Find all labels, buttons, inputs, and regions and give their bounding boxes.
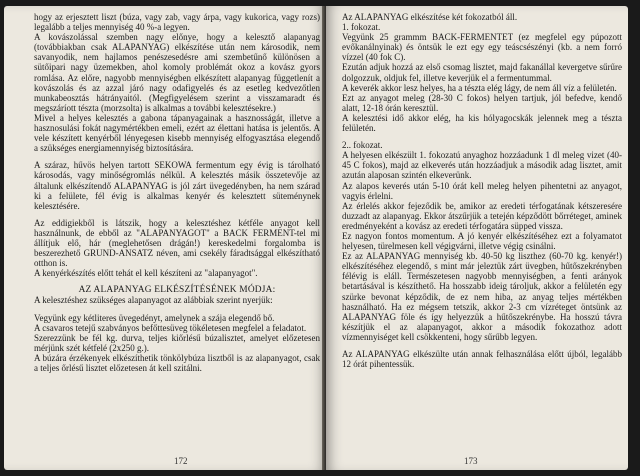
left-page-text: [34, 12, 320, 373]
paragraph: A helyesen elkészült 1. fokozatú anyaghoz hozzáadunk 1 dl meleg vizet (40-45 C fokos), majd az elkeverés után hozzáadjuk a második adag lisztet, amit azután alaposan szintén elkeverünk.: [342, 150, 622, 181]
right-page: [326, 6, 628, 470]
paragraph: Az ALAPANYAG elkészülte után annak felhasználása előtt újból, legalább 12 órát pihentessük.: [342, 349, 622, 370]
section-heading: AZ ALAPANYAG ELKÉSZÍTÉSÉNEK MÓDJA:: [78, 285, 276, 296]
paragraph: A kelesztési idő akkor elég, ha kis hólyagocskák jelennek meg a tészta felületén.: [342, 112, 622, 134]
paragraph: Szerezzünk be fél kg. durva, teljes kiőrlésű búzalisztet, amelyet előzetesen mérjünk szét kétfelé (2x250 g.).: [34, 332, 320, 353]
paragraph: 2.. fokozat.: [342, 140, 383, 151]
paragraph: A száraz, hűvös helyen tartott SEKOWA fermentum egy évig is tárolható károsodás, vagy minőségromlás nélkül. A kelesztés másik összetevője az általunk elkészítendő ALAPANYAG is jól zárt üvegedényben, ha nem szárad ki a felülete, fél évig is alkalmas kenyér és kelesztett süteménynek kelesztésére.: [34, 160, 320, 211]
paragraph: Mivel a helyes kelesztés a gabona tápanyagainak a hasznosságát, illetve a hasznosulási fokát nagymértékben emeli, ezért az élettani hatása is jelentős. A vele készített kenyérből lényegesen kisebb mennyiség elfogyasztása elegendő a szükséges energiamennyiség biztosítására.: [34, 112, 320, 154]
right-page-text: [342, 12, 622, 369]
paragraph: Vegyünk egy kétliteres üvegedényt, amelynek a szája elegendő bő.: [34, 312, 275, 323]
paragraph: A kenyérkészítés előtt tehát el kell készíteni az "alapanyagot".: [34, 268, 258, 279]
paragraph: Az érlelés akkor fejeződik be, amikor az eredeti térfogatának kétszeresére duzzadt az alapanyag. Ekkor átszűrjük a tetején képződött bőrréteget, aminek eredményeként a kovász az eredeti térfogatára süpped vissza.: [342, 200, 622, 231]
paragraph: hogy az erjesztett liszt (búza, vagy zab, vagy árpa, vagy kukorica, vagy rozs) legalább a teljes mennyiség 40 %-a legyen.: [34, 12, 320, 33]
paragraph: A keverék akkor lesz helyes, ha a tészta elég lágy, de nem áll víz a felületén.: [342, 82, 617, 93]
paragraph: A kelesztéshez szükséges alapanyagot az alábbiak szerint nyerjük:: [34, 295, 273, 306]
page-number: 173: [464, 456, 478, 466]
paragraph: Az ALAPANYAG elkészítése két fokozatból áll.: [342, 12, 518, 22]
paragraph: 1. fokozat.: [342, 22, 381, 33]
paragraph: A csavaros tetejű szabványos befőttesüveg tökéletesen megfelel a feladatot.: [34, 322, 307, 333]
paragraph: Az eddigiekből is látszik, hogy a kelesztéshez kétféle anyagot kell használnunk, de ebből az "ALAPANYAGOT" a BACK FERMENT-tel mi állítjuk elő, hár (meglehetősen drágán!) kereskedelmi forgalomba is beszerezhető GRUND-ANSATZ néven, ami csekély fáradtsággal elkészítható otthon is.: [34, 217, 320, 269]
paragraph: Ezután adjuk hozzá az első csomag lisztet, majd fakanállal kevergetve sűrűre dolgozzuk, oldjuk fel, illetve keverjük el a fermentummal.: [342, 62, 622, 83]
paragraph: A búzára érzékenyek elkészíthetik tönkölybúza lisztből is az alapanyagot, csak a teljes őrlésű lisztet előzetesen át kell szitálni.: [34, 352, 320, 373]
paragraph: Ezt az anyagot meleg (28-30 C fokos) helyen tartjuk, jól befedve, kendő alatt, 12-18 órán keresztül.: [342, 92, 622, 113]
paragraph: Ez az ALAPANYAG mennyiség kb. 40-50 kg liszthez (60-70 kg. kenyér!) elkészítéséhez elegendő, s mint már jeleztük zárt üvegben, hűtőszekrényben félévig is eláll. Természetesen nagyobb mennyiségben, a fenti arányok betartásával is készíthető. Ha hosszabb ideig tároljuk, akkor a felületén egy szürke bevonat képződik, de ez nem hiba, az anyag teljes mértékben használható. Ha ez mégsem tetszik, akkor 2-3 cm vízréteget öntsünk az ALAPANYAG föle és így helyezzük a hűtőszekrénybe. Ha hosszú távra készítjük el az alapanyagot, akkor a második fokozathoz adott vízmennyiséget kell csökkenteni, hogy sűrűbb legyen.: [342, 251, 622, 342]
paragraph: Az alapos keverés után 5-10 órát kell meleg helyen pihentetni az anyagot, vagyis érlelni.: [342, 180, 622, 201]
page-number: 172: [174, 456, 188, 466]
paragraph: Ez nagyon fontos momentum. A jó kenyér elkészítéséhez ezt a folyamatot helyesen, türelmesen kell végigvárni, illetve végig csinálni.: [342, 230, 622, 252]
left-page: [4, 6, 326, 470]
paragraph: Vegyünk 25 grammm BACK-FERMENTET (ez megfelel egy púpozott evőkanálnyinak) és öntsük le ezt egy egy teáscsészényi (kb. a nem forró vízzel (40 fok C).: [342, 32, 622, 63]
paragraph: A kovászolással szemben nagy előnye, hogy a kelesztő alapanyag (továbbiakban csak ALAPANYAG) elkészítése után nem károsodik, nem savanyodik, nem hajlamos penészesedésre ami szembetűnő különösen a sütőipari nagy üzemekben, ahol komoly problémát okoz a kovász gyors romlása. Az előre, nagyobb mennyiségben elkészített alapanyag függetlenít a kovászolás és az azzal járó nagy odafigyelés és az esetleg kedvezőtlen munkabeosztás hátrányaitól. (Megfigyelésem szerint a visszamaradt és megszáríott tészta (morzsolta) is alkalmas a további kelesztésekre.): [34, 32, 320, 113]
